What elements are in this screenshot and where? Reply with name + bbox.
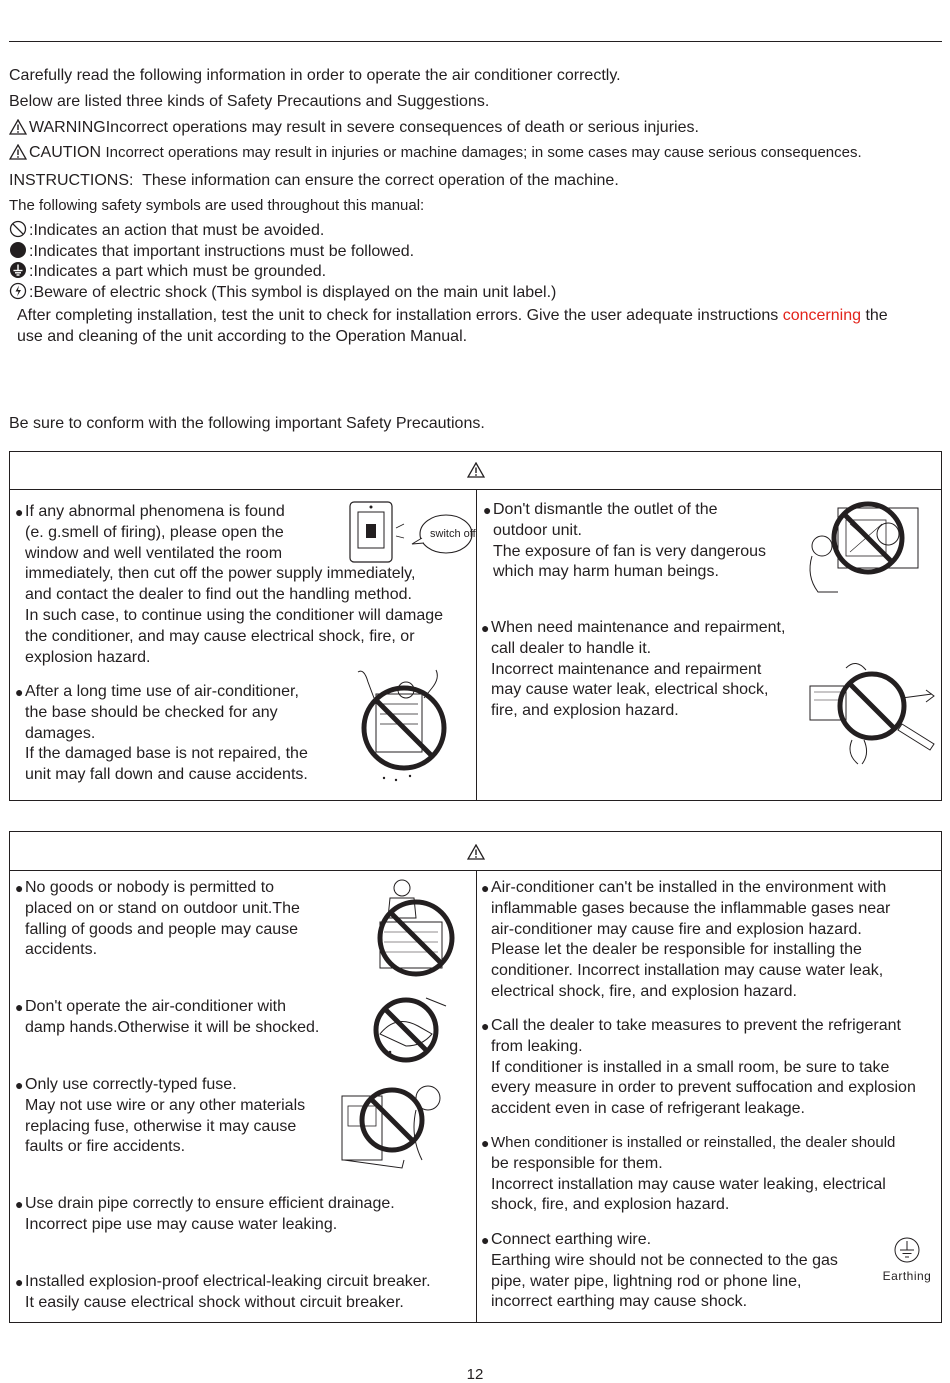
damp-hands-illustration xyxy=(366,994,450,1071)
after-install-highlight: concerning xyxy=(782,307,862,324)
item-line: and contact the dealer to find out the handling method. xyxy=(25,586,412,604)
caution-item-reinstall xyxy=(481,1133,936,1216)
item-line: air-conditioner may cause fire and explosion hazard. xyxy=(491,920,862,938)
repair-tools-illustration xyxy=(806,658,938,773)
item-line: replacing fuse, otherwise it may cause xyxy=(25,1117,297,1135)
caution-text: Incorrect operations may result in injuries or machine damages; in some cases may cause serious consequences. xyxy=(105,144,862,161)
item-line: incorrect earthing may cause shock. xyxy=(491,1293,748,1311)
item-line: No goods or nobody is permitted to xyxy=(25,879,275,896)
item-line: (e. g.smell of firing), please open the xyxy=(25,523,284,541)
prohibited-dismantle-icon xyxy=(798,496,928,598)
item-line: Please let the dealer be responsible for installing the xyxy=(491,941,862,959)
prohibited-falling-unit-icon xyxy=(348,664,448,784)
falling-unit-illustration xyxy=(348,664,448,789)
item-line: shock, fire, and explosion hazard. xyxy=(491,1196,730,1214)
item-line: fire, and explosion hazard. xyxy=(491,702,679,720)
caution-item-earthing xyxy=(481,1230,871,1313)
intro-line-2: Below are listed three kinds of Safety Precautions and Suggestions. xyxy=(9,93,490,110)
bullet-icon: ● xyxy=(15,504,24,520)
warning-triangle-icon xyxy=(9,119,27,135)
item-line: window and well ventilated the room xyxy=(25,544,283,562)
caution-item-breaker xyxy=(15,1272,475,1314)
after-install-line-2: use and cleaning of the unit according to the Operation Manual. xyxy=(17,328,468,345)
caution-box-header xyxy=(10,832,941,871)
earthing-illustration xyxy=(876,1236,938,1283)
bullet-icon: ● xyxy=(15,1196,24,1212)
after-install-text-c: the xyxy=(861,307,888,324)
item-line: placed on or stand on outdoor unit.The xyxy=(25,899,300,917)
bullet-icon: ● xyxy=(15,684,24,700)
item-line: the conditioner, and may cause electrical shock, fire, or xyxy=(25,627,415,645)
item-line: When need maintenance and repairment, xyxy=(491,619,786,636)
symbols-intro: The following safety symbols are used throughout this manual: xyxy=(9,197,425,214)
item-line: immediately, then cut off the power supply immediately, xyxy=(25,565,416,583)
caution-item-drain xyxy=(15,1194,475,1236)
item-line: from leaking. xyxy=(491,1037,583,1055)
dismantle-outlet-illustration xyxy=(798,496,928,603)
item-line: damp hands.Otherwise it will be shocked. xyxy=(25,1018,320,1036)
bullet-icon: ● xyxy=(15,999,24,1015)
item-line: If any abnormal phenomena is found xyxy=(25,503,285,520)
caution-definition xyxy=(9,143,862,163)
prohibited-standing-icon xyxy=(360,876,460,980)
conform-text: Be sure to conform with the following important Safety Precautions. xyxy=(9,415,485,432)
item-line: Air-conditioner can't be installed in the environment with xyxy=(491,879,887,896)
warning-label: WARNING xyxy=(29,119,106,136)
bullet-icon: ● xyxy=(481,880,490,896)
item-line: Call the dealer to take measures to prevent the refrigerant xyxy=(491,1017,901,1034)
warning-box-header xyxy=(10,452,941,490)
caution-item-damp-hands xyxy=(15,997,365,1039)
bullet-icon: ● xyxy=(481,620,490,636)
fuse-illustration xyxy=(338,1076,450,1177)
warning-item-base xyxy=(15,682,345,786)
ground-icon xyxy=(9,261,27,279)
bullet-icon: ● xyxy=(481,1232,490,1248)
item-line: be responsible for them. xyxy=(491,1154,663,1172)
prohibited-icon xyxy=(9,220,27,238)
caution-box xyxy=(9,831,942,1323)
item-line: After a long time use of air-conditioner, xyxy=(25,683,299,700)
bullet-icon: ● xyxy=(15,1274,24,1290)
item-line: inflammable gases because the inflammable gases near xyxy=(491,899,891,917)
item-line: call dealer to handle it. xyxy=(491,639,652,657)
bullet-icon: ● xyxy=(481,1018,490,1034)
bullet-icon: ● xyxy=(15,1077,24,1093)
prohibited-damp-hand-icon xyxy=(366,994,450,1066)
after-install-line-1 xyxy=(17,306,888,326)
bullet-icon: ● xyxy=(15,880,24,896)
symbol-shock-text: :Beware of electric shock (This symbol is displayed on the main unit label.) xyxy=(29,284,557,301)
mandatory-dot-icon xyxy=(9,241,27,259)
symbol-ground-text: :Indicates a part which must be grounded. xyxy=(29,263,327,280)
caution-item-gases xyxy=(481,878,936,1003)
symbol-shock-row xyxy=(9,282,556,303)
item-line: Don't operate the air-conditioner with xyxy=(25,998,286,1015)
item-line: The exposure of fan is very dangerous xyxy=(493,542,767,560)
electric-shock-icon xyxy=(9,282,27,300)
prohibited-fuse-icon xyxy=(338,1076,450,1172)
bullet-icon: ● xyxy=(481,1135,490,1151)
item-line: falling of goods and people may cause xyxy=(25,920,299,938)
switch-off-label: switch off xyxy=(430,528,476,540)
top-rule xyxy=(9,41,942,42)
instructions-text: These information can ensure the correct operation of the machine. xyxy=(142,172,619,189)
warning-triangle-icon xyxy=(467,462,485,478)
item-line: faults or fire accidents. xyxy=(25,1138,186,1156)
warning-item-maintenance xyxy=(481,618,821,722)
earthing-label: Earthing xyxy=(882,1269,932,1283)
item-line: electrical shock, fire, and explosion hazard. xyxy=(491,982,797,1000)
item-line: conditioner. Incorrect installation may cause water leak, xyxy=(491,962,884,980)
page-number: 12 xyxy=(466,1366,484,1383)
item-line: unit may fall down and cause accidents. xyxy=(25,766,308,784)
bullet-icon: ● xyxy=(483,502,492,518)
item-line: Incorrect maintenance and repairment xyxy=(491,660,762,678)
caution-triangle-icon xyxy=(9,144,27,160)
item-line: Don't dismantle the outlet of the xyxy=(493,501,718,518)
caution-item-stand xyxy=(15,878,355,961)
item-line: Installed explosion-proof electrical-leaking circuit breaker. xyxy=(25,1273,431,1290)
item-line: If the damaged base is not repaired, the xyxy=(25,745,308,763)
item-line: When conditioner is installed or reinstalled, the dealer should xyxy=(491,1134,896,1151)
item-line: In such case, to continue using the conditioner will damage xyxy=(25,606,444,624)
item-line: Earthing wire should not be connected to the gas xyxy=(491,1251,838,1269)
earthing-icon xyxy=(893,1236,921,1264)
item-line: If conditioner is installed in a small room, be sure to take xyxy=(491,1058,890,1076)
caution-item-fuse xyxy=(15,1075,345,1158)
item-line: damages. xyxy=(25,724,96,742)
item-line: May not use wire or any other materials xyxy=(25,1096,306,1114)
switch-off-illustration xyxy=(346,498,474,575)
symbol-avoid-text: :Indicates an action that must be avoided. xyxy=(29,222,325,239)
stand-on-unit-illustration xyxy=(360,876,460,985)
item-line: accident even in case of refrigerant leakage. xyxy=(491,1100,805,1118)
item-line: outdoor unit. xyxy=(493,521,582,539)
warning-box-divider xyxy=(476,490,477,800)
item-line: Use drain pipe correctly to ensure efficient drainage. xyxy=(25,1195,395,1212)
item-line: every measure in order to prevent suffocation and explosion xyxy=(491,1079,916,1097)
warning-box xyxy=(9,451,942,801)
item-line: pipe, water pipe, lightning rod or phone line, xyxy=(491,1272,802,1290)
instructions-definition xyxy=(9,171,619,191)
symbol-ground-row xyxy=(9,261,326,282)
intro-line-1: Carefully read the following information in order to operate the air conditioner correctly. xyxy=(9,67,621,84)
item-line: the base should be checked for any xyxy=(25,703,278,721)
caution-box-divider xyxy=(476,871,477,1322)
symbol-follow-row xyxy=(9,241,414,262)
prohibited-repair-icon xyxy=(806,658,938,768)
item-line: may cause water leak, electrical shock, xyxy=(491,681,769,699)
item-line: accidents. xyxy=(25,941,98,959)
item-line: which may harm human beings. xyxy=(493,563,719,581)
item-line: Connect earthing wire. xyxy=(491,1231,652,1248)
symbol-avoid-row xyxy=(9,220,324,241)
caution-triangle-icon xyxy=(467,844,485,860)
symbol-follow-text: :Indicates that important instructions must be followed. xyxy=(29,243,415,260)
instructions-label: INSTRUCTIONS: xyxy=(9,172,134,189)
item-line: Incorrect pipe use may cause water leaking. xyxy=(25,1215,338,1233)
caution-label: CAUTION xyxy=(29,144,101,161)
item-line: It easily cause electrical shock without circuit breaker. xyxy=(25,1293,404,1311)
warning-definition xyxy=(9,118,699,138)
warning-text: Incorrect operations may result in severe consequences of death or serious injuries. xyxy=(105,119,699,136)
caution-item-refrigerant xyxy=(481,1016,936,1120)
item-line: explosion hazard. xyxy=(25,648,151,666)
warning-item-outlet xyxy=(483,500,803,583)
item-line: Only use correctly-typed fuse. xyxy=(25,1076,237,1093)
item-line: Incorrect installation may cause water leaking, electrical xyxy=(491,1175,886,1193)
after-install-text-a: After completing installation, test the unit to check for installation errors. Give the user adequate instructions xyxy=(17,307,783,324)
